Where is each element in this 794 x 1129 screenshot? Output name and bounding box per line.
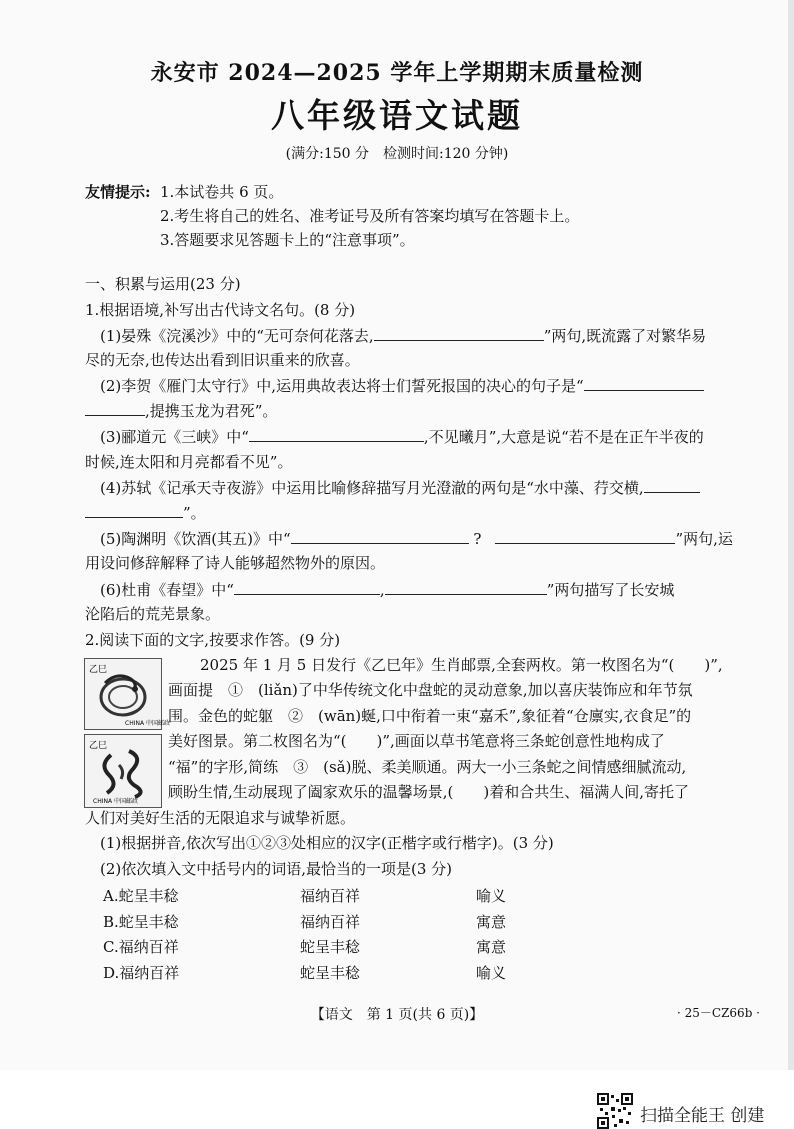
stamp-2-mark: 乙巳: [89, 741, 108, 751]
answer-blank[interactable]: [374, 325, 544, 341]
zodiac-stamp-1: [84, 658, 170, 730]
question-1-line: (1)晏殊《浣溪沙》中的“无可奈何花落去, ”两句,既流露了对繁华易: [100, 327, 707, 345]
question-1-line: ,提携玉龙为君死”。: [85, 400, 277, 421]
option-D[interactable]: D.福纳百祥: [103, 964, 180, 982]
answer-blank[interactable]: [644, 477, 700, 493]
question-1-line: (6)杜甫《春望》中“ , ”两句描写了长安城: [100, 581, 675, 599]
passage-line: “福”的字形,简练 ③ (sǎ)脱、柔美顺通。两大一小三条蛇之间情感细腻流动,: [168, 758, 687, 776]
zodiac-stamp-2: [84, 734, 162, 808]
tip-item: 3.答题要求见答题卡上的“注意事项”。: [160, 231, 415, 249]
page-footer: 【语文 第 1 页(共 6 页)】: [310, 1007, 484, 1023]
question-1-line: 时候,连太阳和月亮都看不见”。: [85, 453, 293, 471]
answer-blank[interactable]: [584, 375, 704, 391]
passage-line: 2025 年 1 月 5 日发行《乙巳年》生肖邮票,全套两枚。第一枚图名为“( )”,: [200, 656, 723, 674]
stamp-1-country: CHINA 中国邮政: [125, 720, 170, 727]
option-C-col2: 蛇呈丰稔: [300, 938, 361, 956]
paper-code: · 25－CZ66b ·: [677, 1006, 760, 1020]
passage-line: 画面提 ① (liǎn)了中华传统文化中盘蛇的灵动意象,加以喜庆装饰应和年节氛: [168, 681, 693, 699]
option-A-col2: 福纳百祥: [300, 887, 361, 905]
option-D-col3: 喻义: [476, 964, 507, 982]
question-1-line: 用设问修辞解释了诗人能够超然物外的原因。: [85, 554, 386, 572]
option-A[interactable]: A.蛇呈丰稔: [103, 887, 179, 905]
answer-blank[interactable]: [385, 579, 547, 595]
answer-blank[interactable]: [234, 579, 380, 595]
passage-line: 围。金色的蛇躯 ② (wān)蜒,口中衔着一束“嘉禾”,象征着“仓廪实,衣食足”的: [168, 707, 692, 725]
exam-title-line2: 八年级语文试题: [271, 96, 523, 135]
option-B[interactable]: B.蛇呈丰稔: [103, 913, 179, 931]
option-B-col3: 寓意: [476, 913, 507, 931]
tips-label: 友情提示:: [85, 183, 151, 201]
answer-blank[interactable]: [85, 400, 145, 416]
question-2-sub2: (2)依次填入文中括号内的词语,最恰当的一项是(3 分): [100, 860, 453, 878]
question-1-stem: 1.根据语境,补写出古代诗文名句。(8 分): [85, 301, 356, 319]
passage-line: 人们对美好生活的无限追求与诚挚祈愿。: [85, 809, 356, 827]
question-1-line: (2)李贺《雁门太守行》中,运用典故表达将士们誓死报国的决心的句子是“: [100, 375, 704, 396]
question-1-line: (4)苏轼《记承天寺夜游》中运用比喻修辞描写月光澄澈的两句是“水中藻、荇交横,: [100, 477, 700, 498]
option-D-col2: 蛇呈丰稔: [300, 964, 361, 982]
answer-blank[interactable]: [249, 426, 424, 442]
question-1-line: (3)郦道元《三峡》中“ ,不见曦月”,大意是说“若不是在正午半夜的: [100, 428, 704, 446]
tip-item: 1.本试卷共 6 页。: [160, 183, 284, 201]
option-C-col3: 寓意: [476, 938, 507, 956]
question-1-line: 尽的无奈,也传达出看到旧识重来的欣喜。: [85, 351, 360, 369]
answer-blank[interactable]: [291, 528, 469, 544]
question-1-line: (5)陶渊明《饮酒(其五)》中“ ? ”两句,运: [100, 530, 733, 548]
exam-title-line1: 永安市 2024—2025 学年上学期期末质量检测: [150, 60, 644, 86]
question-1-line: 沦陷后的荒芜景象。: [85, 605, 221, 623]
tip-item: 2.考生将自己的姓名、准考证号及所有答案均填写在答题卡上。: [160, 207, 580, 225]
question-2-stem: 2.阅读下面的文字,按要求作答。(9 分): [85, 631, 341, 649]
qr-code-icon: [597, 1093, 633, 1129]
stamp-1-mark: 乙巳: [89, 665, 108, 675]
option-B-col2: 福纳百祥: [300, 913, 361, 931]
exam-subtitle: (满分:150 分 检测时间:120 分钟): [285, 146, 509, 162]
answer-blank[interactable]: [85, 502, 183, 518]
stamp-2-country: CHINA 中国邮政: [93, 798, 138, 805]
passage-line: 顾盼生情,生动展现了阖家欢乐的温馨场景,( )着和合共生、福满人间,寄托了: [168, 783, 690, 801]
question-2-sub1: (1)根据拼音,依次写出①②③处相应的汉字(正楷字或行楷字)。(3 分): [100, 834, 554, 852]
question-1-line: ”。: [85, 502, 206, 523]
section-title: 一、积累与运用(23 分): [85, 275, 241, 293]
passage-line: 美好图景。第二枚图名为“( )”,画面以草书笔意将三条蛇创意性地构成了: [168, 732, 665, 750]
scanner-watermark: 扫描全能王 创建: [640, 1106, 765, 1126]
answer-blank[interactable]: [495, 528, 675, 544]
option-C[interactable]: C.福纳百祥: [103, 938, 179, 956]
option-A-col3: 喻义: [476, 887, 507, 905]
